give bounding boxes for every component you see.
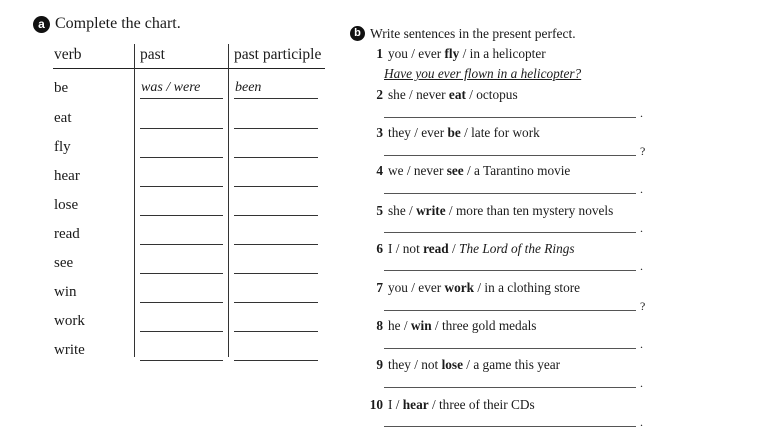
prompt-title: The Lord of the Rings xyxy=(459,241,575,256)
prompt-text: he / xyxy=(388,318,411,333)
section-b-title: Write sentences in the present perfect. xyxy=(370,26,576,41)
prompt-text-end: / in a helicopter xyxy=(459,46,546,61)
past-blank-eat[interactable] xyxy=(140,128,223,129)
prompt-verb: see xyxy=(446,163,464,178)
item-number: 4 xyxy=(376,163,383,178)
prompt-verb: win xyxy=(410,318,432,333)
past-blank-read[interactable] xyxy=(140,244,223,245)
item-number: 8 xyxy=(376,318,383,333)
exercise-item-2 xyxy=(365,87,518,103)
answer-punctuation-9: . xyxy=(640,376,643,390)
answer-punctuation-3: ? xyxy=(640,144,646,158)
verb-lose: lose xyxy=(54,197,79,213)
exercise-item-3 xyxy=(365,125,540,141)
prompt-text: I / xyxy=(388,397,403,412)
verb-be: be xyxy=(54,80,69,96)
prompt-text: you / ever xyxy=(388,280,445,295)
past-participle-blank-read[interactable] xyxy=(234,244,318,245)
past-blank-be xyxy=(140,98,223,99)
prompt-verb: hear xyxy=(402,397,429,412)
prompt-verb: read xyxy=(423,241,449,256)
answer-line-5[interactable] xyxy=(384,232,636,233)
item-number: 6 xyxy=(376,241,383,256)
past-participle-blank-see[interactable] xyxy=(234,273,318,274)
prompt-text: she / xyxy=(388,203,417,218)
item-number: 3 xyxy=(376,125,383,140)
past-blank-fly[interactable] xyxy=(140,157,223,158)
verb-see: see xyxy=(54,255,74,271)
item-number: 1 xyxy=(376,46,383,61)
prompt-text-end: / late for work xyxy=(460,125,540,140)
prompt-verb: fly xyxy=(444,46,460,61)
past-blank-write[interactable] xyxy=(140,360,223,361)
prompt-text: we / never xyxy=(388,163,447,178)
example-answer: Have you ever flown in a helicopter? xyxy=(384,66,582,81)
prompt-text-end: / octopus xyxy=(465,87,518,102)
verb-win: win xyxy=(54,284,77,300)
exercise-item-7 xyxy=(365,280,580,296)
past-blank-lose[interactable] xyxy=(140,215,223,216)
example-past-answer: was / were xyxy=(141,80,201,95)
answer-line-7[interactable] xyxy=(384,310,636,311)
past-blank-win[interactable] xyxy=(140,302,223,303)
answer-punctuation-2: . xyxy=(640,106,643,120)
section-b-badge: b xyxy=(350,26,365,41)
prompt-text-end: / three gold medals xyxy=(431,318,537,333)
exercise-item-9 xyxy=(365,357,560,373)
answer-line-6[interactable] xyxy=(384,270,636,271)
verb-hear: hear xyxy=(54,168,80,184)
header-verb: verb xyxy=(54,46,82,63)
prompt-text-end: / more than ten mystery novels xyxy=(445,203,614,218)
prompt-text: I / not xyxy=(388,241,424,256)
exercise-item-5 xyxy=(365,203,613,219)
item-number: 10 xyxy=(369,397,383,412)
prompt-text-end: / xyxy=(448,241,460,256)
answer-line-4[interactable] xyxy=(384,193,636,194)
prompt-verb: lose xyxy=(441,357,463,372)
item-number: 2 xyxy=(376,87,383,102)
section-a-title: Complete the chart. xyxy=(55,15,181,32)
column-divider-1 xyxy=(134,44,135,357)
section-a-badge: a xyxy=(33,16,50,33)
verb-write: write xyxy=(54,342,85,358)
column-divider-2 xyxy=(228,44,229,357)
answer-punctuation-10: . xyxy=(640,415,643,429)
prompt-verb: be xyxy=(447,125,461,140)
answer-line-2[interactable] xyxy=(384,117,636,118)
header-rule xyxy=(53,68,325,69)
past-participle-blank-win[interactable] xyxy=(234,302,318,303)
past-participle-blank-write[interactable] xyxy=(234,360,318,361)
answer-punctuation-5: . xyxy=(640,221,643,235)
answer-line-3[interactable] xyxy=(384,155,636,156)
past-blank-work[interactable] xyxy=(140,331,223,332)
exercise-item-10 xyxy=(365,397,535,413)
verb-eat: eat xyxy=(54,110,72,126)
prompt-text-end: / in a clothing store xyxy=(474,280,581,295)
answer-line-10[interactable] xyxy=(384,426,636,427)
past-participle-blank-eat[interactable] xyxy=(234,128,318,129)
prompt-text: you / ever xyxy=(388,46,445,61)
exercise-item-6 xyxy=(365,241,575,257)
exercise-item-1 xyxy=(365,46,546,62)
header-past-participle: past participle xyxy=(234,46,322,63)
past-participle-blank-lose[interactable] xyxy=(234,215,318,216)
answer-punctuation-8: . xyxy=(640,337,643,351)
verb-fly: fly xyxy=(54,139,71,155)
exercise-item-8 xyxy=(365,318,536,334)
prompt-text: they / not xyxy=(388,357,442,372)
prompt-text-end: / a Tarantino movie xyxy=(463,163,571,178)
answer-punctuation-7: ? xyxy=(640,299,646,313)
past-participle-blank-fly[interactable] xyxy=(234,157,318,158)
past-blank-hear[interactable] xyxy=(140,186,223,187)
prompt-text: they / ever xyxy=(388,125,448,140)
verb-work: work xyxy=(54,313,85,329)
answer-line-8[interactable] xyxy=(384,348,636,349)
prompt-text: she / never xyxy=(388,87,449,102)
example-past-participle-answer: been xyxy=(235,80,262,95)
item-number: 9 xyxy=(376,357,383,372)
prompt-verb: work xyxy=(444,280,475,295)
past-participle-blank-be xyxy=(234,98,318,99)
past-blank-see[interactable] xyxy=(140,273,223,274)
prompt-text-end: / three of their CDs xyxy=(428,397,535,412)
answer-punctuation-4: . xyxy=(640,182,643,196)
answer-punctuation-6: . xyxy=(640,259,643,273)
prompt-verb: eat xyxy=(448,87,466,102)
past-participle-blank-work[interactable] xyxy=(234,331,318,332)
past-participle-blank-hear[interactable] xyxy=(234,186,318,187)
answer-line-9[interactable] xyxy=(384,387,636,388)
exercise-item-4 xyxy=(365,163,570,179)
item-number: 7 xyxy=(376,280,383,295)
verb-read: read xyxy=(54,226,80,242)
header-past: past xyxy=(140,46,165,63)
prompt-text-end: / a game this year xyxy=(462,357,561,372)
prompt-verb: write xyxy=(416,203,446,218)
item-number: 5 xyxy=(376,203,383,218)
